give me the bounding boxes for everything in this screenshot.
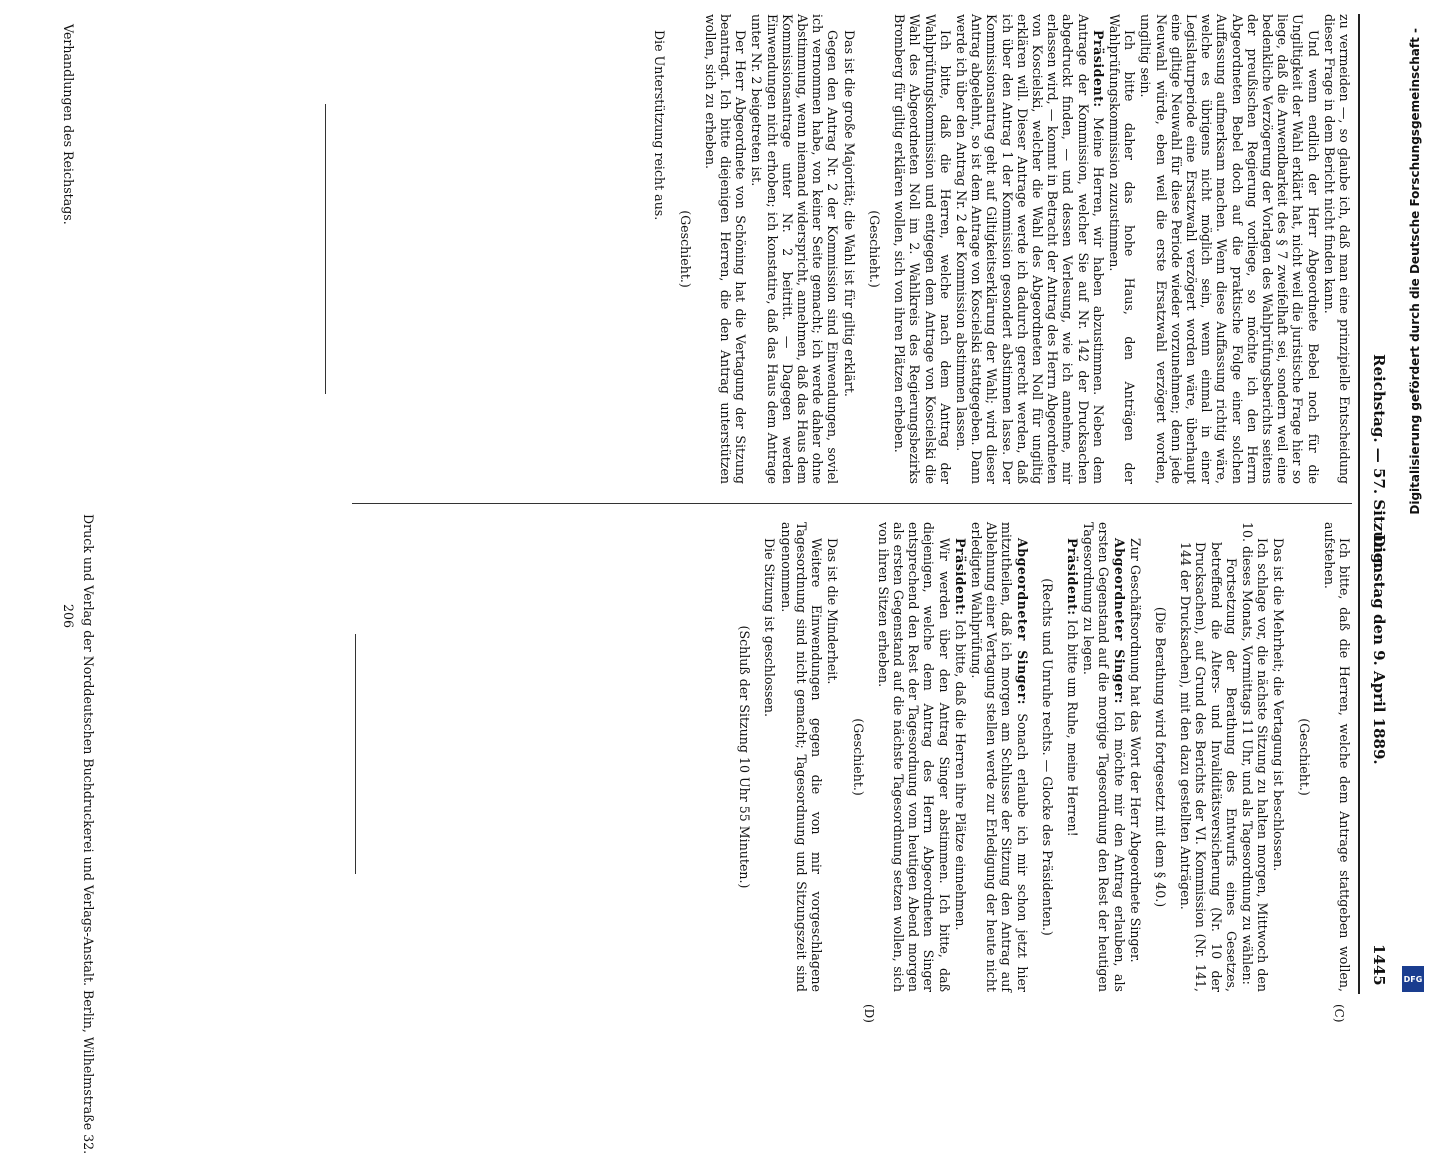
header-left: Reichstag. — 57. Sitzung. — [1370, 354, 1388, 569]
dfg-logo: DFG — [1402, 966, 1424, 992]
page-number: 1445 — [1370, 944, 1388, 986]
stage-direction: (Geschieht.) — [850, 718, 866, 796]
speaker-paragraph — [969, 522, 1030, 992]
paragraph: Ich schlage vor, die nächste Sitzung zu halten morgen, Mittwoch den 10. dieses Monats, Vormittags 11 Uhr, und als Tagesordnung zu wählen: — [1239, 522, 1271, 992]
speech-text: Ich bitte um Ruhe, meine Herren! — [1064, 619, 1080, 837]
header-rule — [1358, 14, 1360, 994]
paragraph: Und wenn endlich der Herr Abgeordnete Bebel noch für die Ungiltigkeit der Wahl erklärt hat, nicht weil die juristische Frage hier so liege, daß die Anwendbarkeit des § 7 zweifelhaft sei, sondern weil eine bedenkliche Verzögerung der Vorlagen des Wahlprüfungsberichts seitens der preußischen Regierung vorliege, so möchte ich den Herrn Abgeordneten Bebel doch auf die praktische Folge einer solchen Auffassung aufmerksam machen. Wenn diese Auffassung richtig wäre, welche es übrigens nicht möglich sein, wenn einmal in einer Legislaturperiode eine Ersatzwahl verzögert worden wäre, überhaupt eine giltige Neuwahl für diese Periode wieder vorzunehmen; denn jede Neuwahl würde, eben weil die erste Ersatzwahl verzögert worden, ungiltig sein. — [1138, 14, 1321, 484]
speaker-paragraph — [1065, 522, 1080, 992]
stage-direction: (Geschieht.) — [1296, 718, 1312, 796]
footer-imprint: Druck und Verlag der Norddeutschen Buchdruckerei und Verlags-Anstalt. Berlin, Wilhelmstraße 32. — [81, 514, 96, 1154]
speech-text: Ich bitte, daß die Herren ihre Plätze einnehmen. — [952, 619, 968, 931]
digitization-credit: Digitalisierung gefördert durch die Deutsche Forschungsgemeinschaft - — [1408, 28, 1422, 515]
right-column — [52, 522, 1352, 992]
left-column — [52, 14, 1352, 484]
paragraph: Ich bitte, daß die Herren, welche nach dem Antrag der Wahlprüfungskommission und entgegen dem Antrage von Koscielski die Wahl des Abgeordneten Noll im 2. Wahlkreis des Regierungsbezirks Bromberg für giltig erklären wollen, sich von ihren Plätzen erheben. — [892, 14, 953, 484]
paragraph: Die Unterstützung reicht aus. — [652, 30, 668, 221]
closing-note: (Schluß der Sitzung 10 Uhr 55 Minuten.) — [737, 625, 753, 889]
paragraph: Das ist die Mehrheit; die Vertagung ist beschlossen. — [1271, 538, 1287, 872]
paragraph: Das ist die große Majorität; die Wahl ist für giltig erklärt. — [841, 30, 857, 397]
header-center: Dienstag den 9. April 1889. — [1370, 534, 1388, 765]
stage-direction: (Geschieht.) — [866, 210, 882, 288]
paragraph: Ich bitte, daß die Herren, welche dem Antrage stattgeben wollen, aufstehen. — [1321, 522, 1352, 992]
digitization-sidebar — [1398, 0, 1432, 1000]
end-rule-right — [355, 634, 356, 874]
end-rule-left — [325, 104, 326, 394]
stage-direction: (Die Berathung wird fortgesetzt mit dem § 40.) — [1152, 606, 1168, 908]
paragraph: Weitere Einwendungen gegen die von mir vorgeschlagene Tagesordnung sind nicht gemacht; Tagesordnung und Sitzungszeit sind angenommen. — [778, 522, 825, 992]
speaker-paragraph — [1081, 522, 1127, 992]
speaker-paragraph — [954, 14, 1106, 484]
agenda-item: Fortsetzung der Berathung des Entwurfs eines Gesetzes, betreffend die Alters- und Invaliditätsversicherung (Nr. 10 der Drucksachen), auf Grund des Berichts der VI. Kommission (Nr. 141, 144 der Drucksachen), mit den dazu gestellten Anträgen. — [1178, 542, 1239, 992]
paragraph: Der Herr Abgeordnete von Schöning hat die Vertagung der Sitzung beantragt. Ich bitte diejenigen Herren, die den Antrag unterstützen wollen, sich zu erheben. — [702, 14, 749, 484]
speech-text: Ich möchte mir den Antrag erlauben, als ersten Gegenstand auf die morgige Tagesordnung den Rest der heutigen Tagesordnung zu legen. — [1081, 522, 1127, 992]
speaker-name: Abgeordneter Singer: — [1014, 538, 1030, 705]
paragraph: Die Sitzung ist geschlossen. — [762, 538, 778, 718]
paragraph: Zur Geschäftsordnung hat das Wort der Herr Abgeordnete Singer. — [1127, 538, 1143, 963]
speaker-name: Präsident: — [1064, 538, 1080, 616]
paragraph: zu vermeiden —, so glaube ich, daß man eine prinzipielle Entscheidung dieser Frage in dem Bericht nicht finden kann. — [1321, 14, 1352, 484]
stage-direction: (Geschieht.) — [677, 210, 693, 288]
footer-page-ref: 206 — [61, 604, 76, 629]
speaker-paragraph — [953, 522, 968, 992]
speech-text: Meine Herren, wir haben abzustimmen. Neben dem Antrage der Kommission, welcher Sie auf Nr. 142 der Drucksachen abgedruckt finden, — und dessen Verlesung, wie ich annehme, mir erlassen wird, — kommt in Betracht der Antrag des Herrn Abgeordneten von Koscielski, welcher die Wahl des Abgeordneten Noll für ungiltig erklären will. Dieser Antrage werde ich dadurch gerecht werden, daß ich über den Antrag 1 der Kommission gesondert abstimmen lasse. Der Kommissionsantrag geht auf Giltigkeitserklärung der Wahl; wird dieser Antrag abgelehnt, so ist dem Antrage von Koscielski stattgegeben. Dann werde ich über den Antrag Nr. 2 der Kommission abstimmen lassen. — [953, 14, 1106, 484]
footer-left: Verhandlungen des Reichstags. — [61, 24, 76, 225]
paragraph: Gegen den Antrag Nr. 2 der Kommission sind Einwendungen, soviel ich vernommen habe, von keiner Seite gemacht; ich werde daher ohne Abstimmung, wenn niemand widerspricht, annehmen, daß das Haus dem Kommissionsantrage unter Nr. 2 beitritt. — Dagegen werden Einwendungen nicht erhoben; ich konstatire, daß das Haus dem Antrage unter Nr. 2 beigetreten ist. — [749, 14, 841, 484]
speaker-name: Präsident: — [952, 538, 968, 616]
margin-mark-d: (D) — [862, 1004, 876, 1023]
speech-text: Sonach erlaube ich mir schon jetzt hier mitzutheilen, daß ich morgen am Schlusse der Sitzung den Antrag auf Ablehnung einer Vertagung stellen werde zur Erledigung der heute nicht erledigten Wahlprüfung. — [968, 522, 1030, 992]
speaker-name: Abgeordneter Singer: — [1111, 538, 1127, 704]
paragraph: Ich bitte daher das hohe Haus, den Anträgen der Wahlprüfungskommission zuzustimmen. — [1106, 14, 1138, 484]
speaker-name: Präsident: — [1090, 30, 1106, 108]
margin-mark-c: (C) — [1332, 1004, 1346, 1023]
rotated-page-frame — [16, 14, 1396, 1154]
paragraph: Wir werden über den Antrag Singer abstimmen. Ich bitte, daß diejenigen, welche dem Antrag des Herrn Abgeordneten Singer entsprechend den Rest der Tagesordnung vom heutigen Abend morgen als ersten Gegenstand auf die nächste Tagesordnung setzen wollen, sich von ihren Sitzen erheben. — [875, 522, 952, 992]
column-divider — [352, 503, 1352, 504]
paragraph: Das ist die Minderheit. — [825, 538, 841, 685]
stage-direction: (Rechts und Unruhe rechts. — Glocke des Präsidenten.) — [1039, 578, 1055, 936]
running-header — [1362, 14, 1396, 994]
